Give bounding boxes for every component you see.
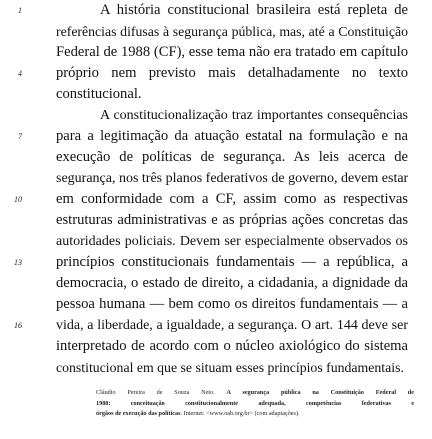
text-line-7: para a legitimação da atuação estatal na formulação e na [56, 128, 408, 144]
text-line-10: em conformidade com a CF, assim como as respectivas [56, 191, 408, 207]
line-number-16: 16 [14, 321, 22, 330]
text-line-11: estruturas administrativas e as próprias ações concretas das [56, 212, 408, 228]
text-line-16: vida, a liberdade, a igualdade, a segurança. O art. 144 deve ser [56, 318, 408, 333]
citation-line-2 [96, 399, 414, 410]
citation-title-part-1: A segurança pública na Constituição Federal de [226, 389, 414, 396]
citation-line-3 [96, 409, 414, 420]
text-line-15: pessoa humana — bem como os direitos fundamentais — a [56, 296, 408, 312]
text-line-1: A história constitucional brasileira está repleta de [100, 2, 408, 18]
text-line-2: referências difusas à segurança pública, mas, até a Constituição [56, 24, 408, 39]
text-line-18: constitucional em que se situam esses princípios fundamentais. [56, 360, 404, 375]
line-number-13: 13 [14, 258, 22, 267]
citation-title-part-2: 1988: conceituação constitucionalmente adequada, competências federativas e [96, 399, 414, 407]
text-line-8: execução de políticas de segurança. As leis acerca de [56, 149, 408, 165]
text-line-4: próprio nem previsto mais detalhadamente no texto [56, 65, 408, 81]
text-line-14: democracia, o estado de direito, a cidadania, a dignidade da [56, 275, 408, 291]
text-line-17: interpretado de acordo com o núcleo axiológico do sistema [56, 338, 408, 354]
citation-line-1 [96, 388, 414, 399]
text-line-12: autoridades policiais. Devem ser especialmente observados os [56, 234, 408, 249]
text-line-9: segurança, nos três planos federativos de governo, devem estar [56, 171, 409, 186]
line-number-10: 10 [14, 195, 22, 204]
text-line-13: princípios constitucionais fundamentais — a república, a [56, 254, 408, 270]
text-line-3: Federal de 1988 (CF), esse tema não era tratado em capítulo [56, 44, 408, 60]
citation-source: . Internet: <www.oab.org.br> (com adaptações). [180, 410, 300, 417]
citation-author: Cláudio Pereira de Souza Neto. [96, 389, 227, 396]
citation-title-part-3: órgãos de execução das políticas [96, 410, 181, 417]
text-line-6: A constitucionalização traz importantes consequências [100, 108, 408, 123]
line-number-7: 7 [18, 132, 22, 141]
text-line-5: constitucional. [56, 86, 142, 102]
line-number-4: 4 [18, 69, 22, 78]
line-number-1: 1 [18, 6, 22, 15]
